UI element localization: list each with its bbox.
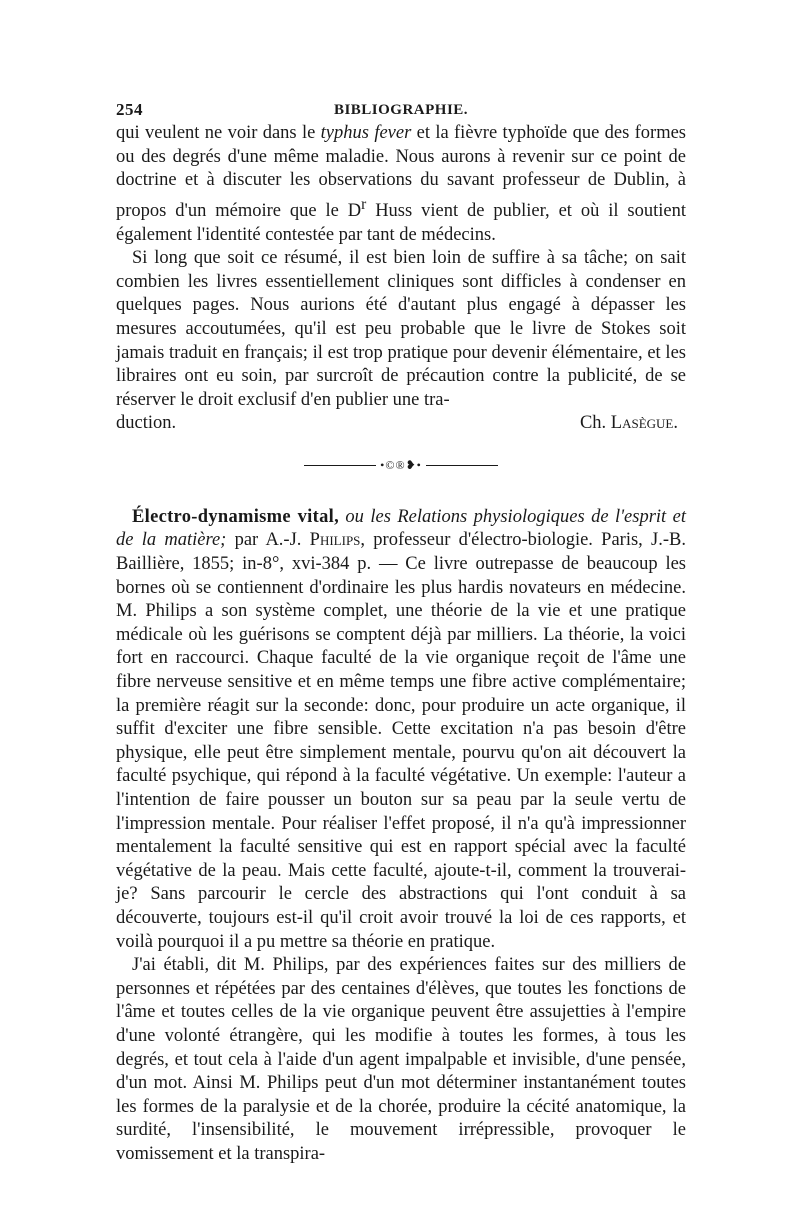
closing-word: duction. [116,413,177,434]
running-title: BIBLIOGRAPHIE. [333,102,469,118]
page-number: 254 [116,100,143,119]
signature-line [116,412,686,436]
entry-author: Philips [309,530,361,551]
entry-title: Électro-dynamisme vital, [132,506,339,527]
review-1-paragraph-2: Si long que soit ce résumé, il est bien loin de suffire à sa tâche; on sait combien les livres essentiellement cliniques sont difficles à condenser en quelques pages. Nous aurions été d'autant plus engagé à dépasser les mesures accoutumées, qu'il est peu probable que le livre de Stokes soit jamais traduit en français; il est trop pratique pour devenir élémentaire, et les libraires ont eu soin, par surcroît de précaution contre la publicité, de se réserver le droit exclusif d'en publier une tra- [116,248,686,410]
ornament-glyph: •©®❥• [380,458,422,473]
review-2-paragraph-1 [116,506,686,954]
divider-rule-right [426,465,498,466]
signature-name: Lasègue. [610,413,678,434]
spacer [116,490,686,506]
divider-rule-left [304,465,376,466]
signature-initials: Ch. [579,413,611,434]
running-head [116,96,686,122]
italic-term: typhus fever [320,123,412,143]
text-run: qui veulent ne voir dans le [116,123,321,143]
reviewer-signature [580,412,686,436]
superscript: r [361,195,367,213]
text-run: par A.-J. [226,530,310,551]
entry-subtitle: ou les Relations physiologiques de l'esprit et de la matière; [116,506,686,551]
book-page [116,96,686,1167]
entry-citation: , professeur d'électro-biologie. Paris, J.-B. Baillière, 1855; in-8°, xvi-384 p. — Ce livre outrepasse de beaucoup les bornes où se contiennent d'ordinaire les plus hardis novateurs en médecine. M. Philips a son système complet, une théorie de la vie et une pratique médicale où les guérisons se comptent déjà par milliers. La théorie, la voici fort en raccourci. Chaque faculté de la vie organique reçoit de l'âme une fibre nerveuse sensitive et en même temps une fibre active complémentaire; la première réagit sur la seconde: donc, pour produire un acte organique, il suffit d'exciter une fibre sensible. Cette excitation n'a pas besoin d'être physique, elle peut être simplement mentale, pourvu qu'on ait découvert la faculté psychique, qui répond à la faculté végétative. Un exemple: l'auteur a l'intention de faire pousser un bouton sur sa peau par la seule vertu de l'impression mentale. Pour réaliser l'effet proposé, il n'a qu'à impressionner mentalement la faculté sensitive qui est en rapport spécial avec la faculté végétative de la peau. Mais cette faculté, ajoute-t-il, comment la trouverai-je? Sans parcourir le cercle des abstractions qui l'ont conduit à sa découverte, toujours est-il qu'il croit avoir trouvé la loi de ces rapports, et voilà pourquoi il a pu mettre sa théorie en pratique. [116,530,686,952]
review-1-paragraph-1 [116,122,686,247]
text-run: Huss vient de publier, et où il soutient également l'identité contestée par tant de médecins. [116,200,686,245]
text-run: et la fièvre typhoïde que des formes ou des degrés d'une même maladie. Nous aurons à revenir sur ce point de doctrine et à discuter les observations du savant professeur de Dublin, à propos d'un mémoire que le D [116,123,687,221]
section-divider [116,442,686,490]
review-2-paragraph-2: J'ai établi, dit M. Philips, par des expériences faites sur des milliers de personnes et répétées par des centaines d'élèves, que toutes les fonctions de l'âme et toutes celles de la vie organique peuvent être assujetties à l'empire d'une volonté étrangère, qui les modifie à toutes les formes, à tous les degrés, et tout cela à l'aide d'un agent impalpable et invisible, d'une pensée, d'un mot. Ainsi M. Philips peut d'un mot déterminer instantanément toutes les formes de la paralysie et de la chorée, produire la cécité anatomique, la surdité, l'insensibilité, le mouvement irrépressible, provoquer le vomissement et la transpira- [116,955,686,1164]
